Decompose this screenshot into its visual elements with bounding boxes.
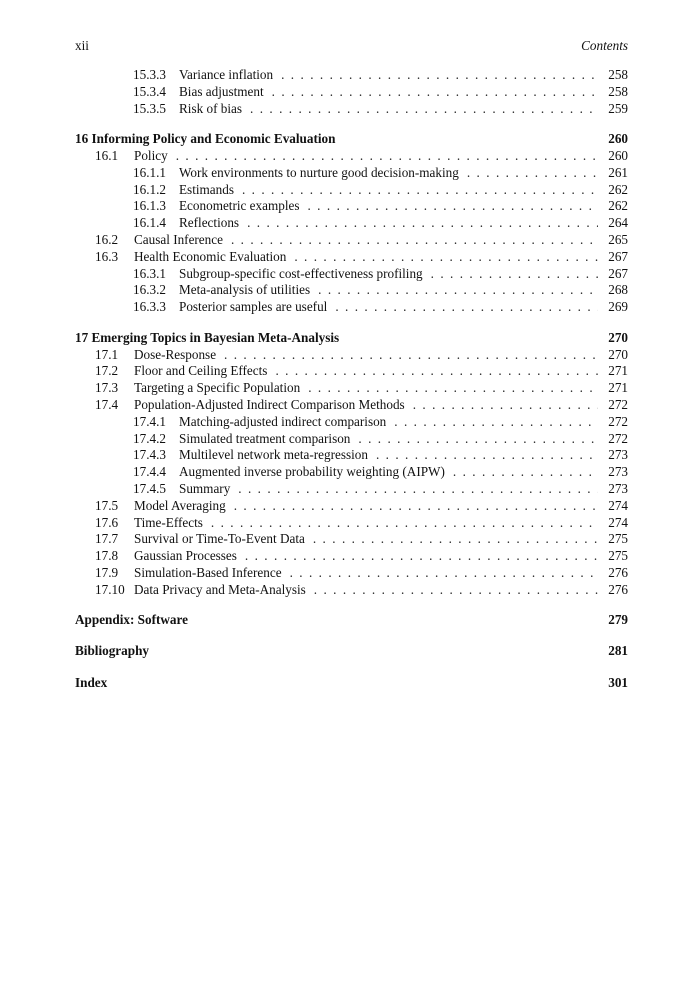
leader-dots [231, 232, 598, 249]
leader-dots [211, 515, 598, 532]
leader-dots [294, 249, 598, 266]
toc-entry-16-1-1[interactable]: 16.1.1 Work environments to nurture good decision-making . . . 261 [75, 165, 628, 182]
toc-chapter-17[interactable]: 17 Emerging Topics in Bayesian Meta-Analysis 270 [75, 329, 628, 345]
toc-entry-17-6[interactable]: 17.6 Time-Effects . . . 274 [75, 515, 628, 532]
toc-entry-17-4-5[interactable]: 17.4.5 Summary . . . 273 [75, 481, 628, 498]
running-title: Contents [581, 38, 628, 53]
page-number: xii [75, 38, 89, 53]
toc-entry-17-7[interactable]: 17.7 Survival or Time-To-Event Data . . . 275 [75, 531, 628, 548]
leader-dots [176, 148, 598, 165]
toc-entry-16-2[interactable]: 16.2 Causal Inference . . . 265 [75, 232, 628, 249]
leader-dots [224, 347, 598, 364]
toc-bibliography[interactable]: Bibliography 281 [75, 643, 628, 659]
leader-dots [394, 414, 598, 431]
leader-dots [307, 198, 598, 215]
leader-dots [358, 431, 598, 448]
toc-index[interactable]: Index 301 [75, 674, 628, 690]
leader-dots [290, 565, 598, 582]
toc-entry-17-8[interactable]: 17.8 Gaussian Processes . . . 275 [75, 548, 628, 565]
toc-entry-17-2[interactable]: 17.2 Floor and Ceiling Effects . . . 271 [75, 363, 628, 380]
leader-dots [308, 380, 598, 397]
toc-entry-15-3-4[interactable]: 15.3.4 Bias adjustment . . . 258 [75, 84, 628, 101]
leader-dots [467, 165, 598, 182]
toc-entry-17-9[interactable]: 17.9 Simulation-Based Inference . . . 276 [75, 565, 628, 582]
leader-dots [247, 215, 598, 232]
leader-dots [250, 101, 598, 118]
toc-entry-15-3-3[interactable]: 15.3.3 Variance inflation . . . 258 [75, 67, 628, 84]
leader-dots [242, 182, 598, 199]
leader-dots [313, 531, 598, 548]
leader-dots [335, 299, 598, 316]
leader-dots [281, 67, 598, 84]
toc-appendix[interactable]: Appendix: Software 279 [75, 612, 628, 628]
toc-chapter-16[interactable]: 16 Informing Policy and Economic Evaluation 260 [75, 131, 628, 147]
leader-dots [431, 266, 598, 283]
toc-entry-16-1-2[interactable]: 16.1.2 Estimands . . . 262 [75, 182, 628, 199]
toc-entry-17-4-3[interactable]: 17.4.3 Multilevel network meta-regression . . . 273 [75, 447, 628, 464]
leader-dots [234, 498, 598, 515]
toc-entry-16-3-3[interactable]: 16.3.3 Posterior samples are useful . . . 269 [75, 299, 628, 316]
toc-entry-17-5[interactable]: 17.5 Model Averaging . . . 274 [75, 498, 628, 515]
toc-entry-17-4-2[interactable]: 17.4.2 Simulated treatment comparison . . . 272 [75, 431, 628, 448]
toc-entry-17-3[interactable]: 17.3 Targeting a Specific Population . . . 271 [75, 380, 628, 397]
table-of-contents [75, 67, 628, 691]
leader-dots [238, 481, 598, 498]
leader-dots [413, 397, 598, 414]
toc-entry-16-3[interactable]: 16.3 Health Economic Evaluation . . . 267 [75, 249, 628, 266]
leader-dots [275, 363, 598, 380]
leader-dots [272, 84, 598, 101]
toc-entry-15-3-5[interactable]: 15.3.5 Risk of bias . . . 259 [75, 101, 628, 118]
toc-entry-16-1-3[interactable]: 16.1.3 Econometric examples . . . 262 [75, 198, 628, 215]
toc-entry-16-1[interactable]: 16.1 Policy . . . 260 [75, 148, 628, 165]
toc-entry-16-3-2[interactable]: 16.3.2 Meta-analysis of utilities . . . 268 [75, 282, 628, 299]
leader-dots [318, 282, 598, 299]
toc-entry-17-4[interactable]: 17.4 Population-Adjusted Indirect Comparison Methods . . . 272 [75, 397, 628, 414]
leader-dots [245, 548, 598, 565]
toc-entry-17-10[interactable]: 17.10 Data Privacy and Meta-Analysis . . . 276 [75, 582, 628, 599]
toc-entry-16-1-4[interactable]: 16.1.4 Reflections . . . 264 [75, 215, 628, 232]
toc-entry-17-1[interactable]: 17.1 Dose-Response . . . 270 [75, 347, 628, 364]
leader-dots [376, 447, 598, 464]
leader-dots [314, 582, 598, 599]
toc-entry-17-4-4[interactable]: 17.4.4 Augmented inverse probability weighting (AIPW) . . . 273 [75, 464, 628, 481]
toc-entry-17-4-1[interactable]: 17.4.1 Matching-adjusted indirect comparison . . . 272 [75, 414, 628, 431]
leader-dots [453, 464, 598, 481]
toc-entry-16-3-1[interactable]: 16.3.1 Subgroup-specific cost-effectiveness profiling . . . 267 [75, 266, 628, 283]
